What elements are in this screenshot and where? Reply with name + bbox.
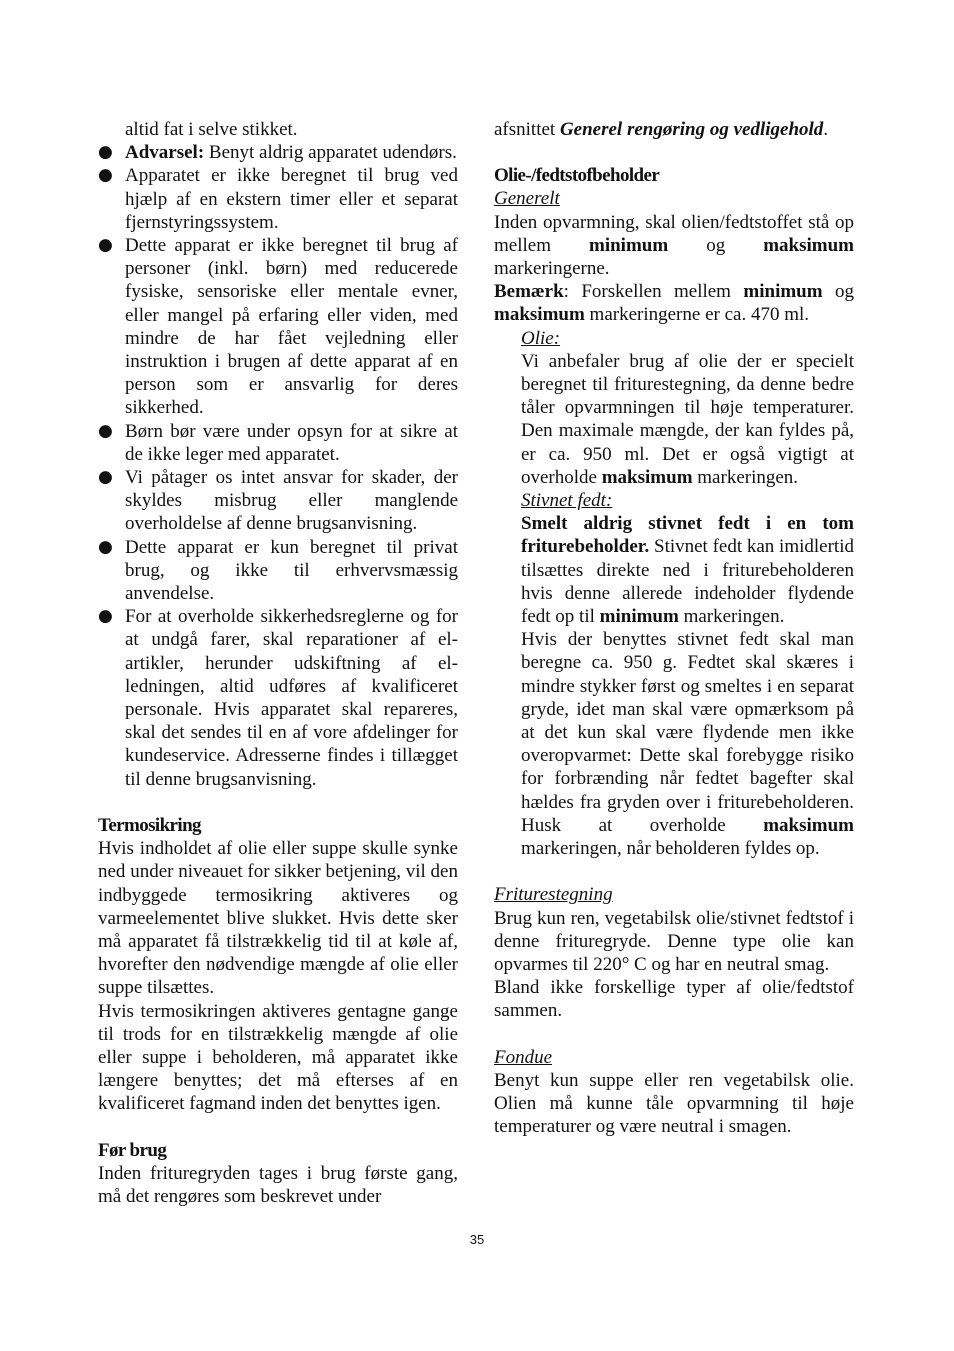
bullet-icon: ● xyxy=(98,420,113,441)
termosikring-paragraph-1: Hvis indholdet af olie eller suppe skulle synke ned under niveauet for sikker betjening, vil den indbyggede termosikring aktiveres og varmeelementet blive slukket. Hvis dette sker må apparatet få tilstrækkelig tid til at køle af, hvorefter den nødvendige mængde af olie eller suppe tilsættes. xyxy=(98,838,458,999)
friturestegning-subheading: Friturestegning xyxy=(494,884,613,906)
friturestegning-paragraph-2: Bland ikke forskellige typer af olie/fedtstof sammen. xyxy=(494,977,854,1022)
for-brug-paragraph: Inden frituregryden tages i brug første gang, må det rengøres som beskrevet under xyxy=(98,1162,458,1207)
list-item: ● Advarsel: Benyt aldrig apparatet udendørs. xyxy=(98,142,457,164)
right-column xyxy=(494,118,854,1138)
olie-block xyxy=(494,327,854,861)
bullet-icon: ● xyxy=(98,165,113,186)
list-item: ● Vi påtager os intet ansvar for skader, der skyldes misbrug eller manglende overholdelse af denne brugsanvisning. xyxy=(98,467,458,535)
olie-fedtstof-heading: Olie-/fedtstofbeholder xyxy=(494,165,660,187)
bullet-icon: ● xyxy=(98,142,113,163)
list-item: ● Børn bør være under opsyn for at sikre at de ikke leger med apparatet. xyxy=(98,420,458,465)
list-item: ● Apparatet er ikke beregnet til brug ved hjælp af en ekstern timer eller et separat fjernstyringssystem. xyxy=(98,165,458,233)
generelt-paragraph: Inden opvarmning, skal olien/fedtstoffet stå op mellem minimum og maksimum markeringerne. xyxy=(494,211,855,280)
bullet-icon: ● xyxy=(98,536,113,557)
fondue-subheading: Fondue xyxy=(494,1046,553,1068)
bullet-icon: ● xyxy=(98,467,113,488)
bullet-icon: ● xyxy=(98,606,113,627)
list-item: ● For at overholde sikkerhedsreglerne og for at undgå farer, skal reparationer af el-artikler, herunder udskiftning af el-ledningen, altid udføres af kvalificeret personale. Hvis apparatet skal repareres, skal det sendes til en af vore afdelinger for kundeservice. Adresserne findes i tillægget til denne brugsanvisning. xyxy=(98,606,458,790)
left-column xyxy=(98,118,458,1208)
page-number: 35 xyxy=(469,1232,485,1247)
stivnet-fedt-paragraph-2: Hvis der benyttes stivnet fedt skal man beregne ca. 950 g. Fedtet skal skæres i mindre stykker først og smeltes i en separat gryde, idet man skal være opmærksom på at det kun skal være flydende men ikke overopvarmet: Dette skal forebygge risiko for forbrænding når fedtet bagefter skal hældes fra gryden over i friturebeholderen. Husk at overholde maksimum markeringen, når beholderen fyldes op. xyxy=(521,629,854,860)
bullet-icon: ● xyxy=(98,235,113,256)
olie-paragraph: Vi anbefaler brug af olie der er specielt beregnet til friturestegning, da denne bedre tåler opvarmningen til høje temperaturer. Den maximale mængde, der kan fyldes på, er ca. 950 ml. Det er også vigtigt at overholde maksimum markeringen. xyxy=(521,350,854,488)
continued-line: afsnittet Generel rengøring og vedligehold. xyxy=(494,119,829,140)
list-item: ● Dette apparat er kun beregnet til privat brug, og ikke til erhvervsmæssig anvendelse. xyxy=(98,536,458,605)
bemaerk-paragraph: Bemærk: Forskellen mellem minimum og maksimum markeringerne er ca. 470 ml. xyxy=(494,281,854,326)
termosikring-paragraph-2: Hvis termosikringen aktiveres gentagne gange til trods for en tilstrækkelig mængde af olie eller suppe i beholderen, må apparatet ikke længere benyttes; det må efterses af en kvalificeret fagmand inden det benyttes igen. xyxy=(98,1000,458,1115)
friturestegning-paragraph-1: Brug kun ren, vegetabilsk olie/stivnet fedtstof i denne frituregryde. Denne type olie kan opvarmes til 220° C og har en neutral smag. xyxy=(494,907,854,975)
continued-line: altid fat i selve stikket. xyxy=(125,119,298,140)
list-item: ● Dette apparat er ikke beregnet til brug af personer (inkl. børn) med reducerede fysiske, sensoriske eller mentale evner, eller mangel på erfaring eller viden, med mindre de har fået vejledning eller instruktion i brugen af dette apparat af en person som er ansvarlig for deres sikkerhed. xyxy=(98,235,458,419)
generelt-subheading: Generelt xyxy=(494,188,560,210)
termosikring-heading: Termosikring xyxy=(98,814,201,836)
stivnet-fedt-paragraph-1: Smelt aldrig stivnet fedt i en tom friturebeholder. Stivnet fedt kan imidlertid tilsættes direkte ned i friturebeholderen hvis denne allerede indeholder flydende fedt op til minimum markeringen. xyxy=(521,513,854,628)
fondue-paragraph: Benyt kun suppe eller ren vegetabilsk olie. Olien må kunne tåle opvarmning til høje temperaturer og være neutral i smagen. xyxy=(494,1069,854,1138)
olie-subheading: Olie: xyxy=(521,327,561,349)
for-brug-heading: Før brug xyxy=(98,1139,167,1161)
safety-bullet-list xyxy=(98,141,458,791)
stivnet-fedt-subheading: Stivnet fedt: xyxy=(521,490,613,512)
